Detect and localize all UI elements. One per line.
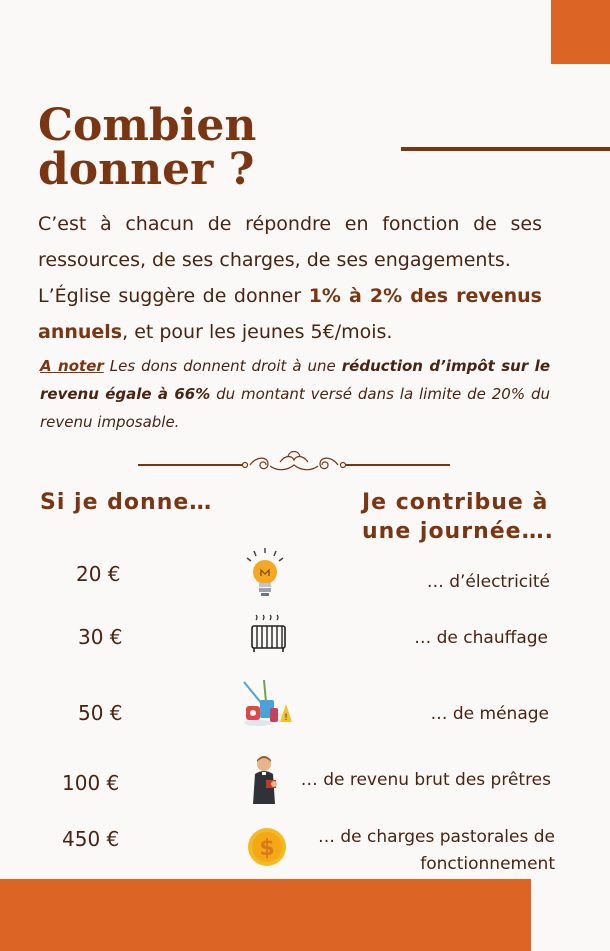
svg-text:!: ! [284,713,288,723]
dollar-coin-icon [246,826,288,868]
bottom-accent-block [0,879,531,951]
lightbulb-icon [244,546,286,600]
radiator-icon [248,614,290,656]
svg-text:$: $ [259,836,275,861]
note-label: A noter [40,357,104,375]
amount-30: 30 € [78,625,123,649]
desc-pastoral-line-1: … de charges pastorales de [317,827,555,847]
priest-icon [250,754,280,806]
note-bold: réduction d’impôt sur le revenu égale à 66% [40,357,550,403]
note-text-end: du montant versé dans la limite de 20% du revenu imposable. [40,385,550,431]
desc-heating: … de chauffage [414,628,548,648]
contribute-heading-line-1: Je contribue à [362,490,549,515]
suggestion-paragraph [38,278,542,350]
title-rule [401,147,610,151]
contribute-heading [362,488,554,546]
contribute-heading-line-2: une journée…. [362,519,554,544]
page-title [38,100,257,195]
amount-450: 450 € [62,827,120,851]
desc-electricity: … d’électricité [426,572,550,592]
ornament-divider-icon [138,448,450,478]
desc-pastoral-line-2: fonctionnement [420,854,555,874]
amount-100: 100 € [62,771,120,795]
desc-cleaning: … de ménage [430,704,549,724]
suggestion-text-end: , et pour les jeunes 5€/mois. [122,321,393,343]
note-text: Les dons donnent droit à une [103,357,342,375]
desc-priest-income: … de revenu brut des prêtres [300,770,551,790]
corner-accent-block [551,0,610,64]
title-line-1: Combien [38,100,257,151]
tax-note [40,352,550,436]
title-line-2: donner ? [38,144,255,195]
suggestion-text: L’Église suggère de donner [38,285,309,307]
give-heading: Si je donne… [40,490,213,515]
amount-50: 50 € [78,701,123,725]
cleaning-supplies-icon [240,678,296,728]
intro-paragraph: C’est à chacun de répondre en fonction de ses ressources, de ses charges, de ses engagements. [38,213,542,271]
desc-pastoral-charges [318,824,555,878]
amount-20: 20 € [76,562,121,586]
suggestion-bold: 1% à 2% des revenus annuels [38,285,542,343]
